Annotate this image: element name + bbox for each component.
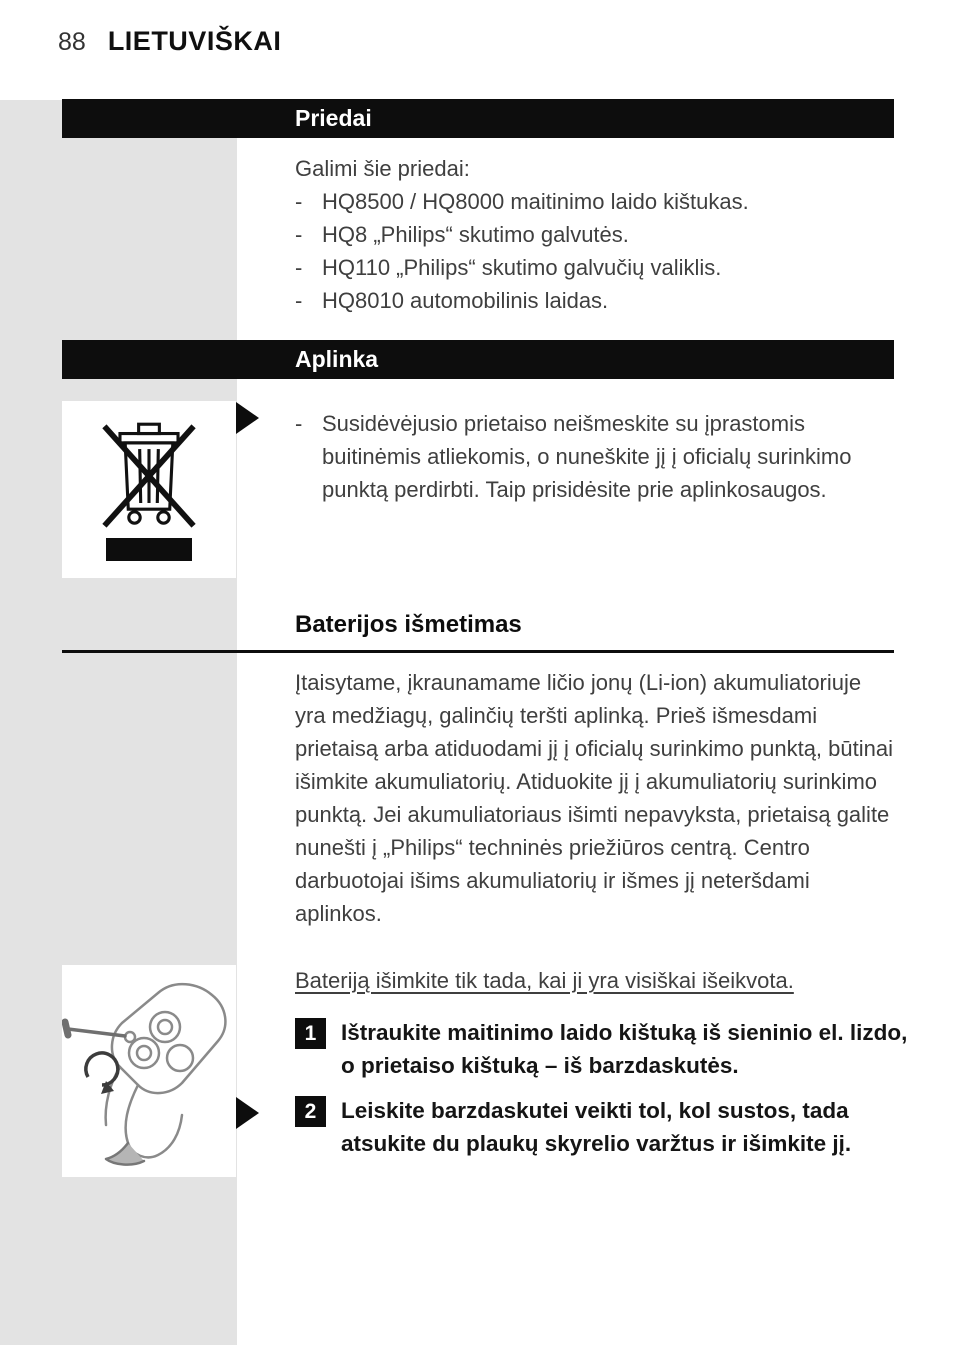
list-item — [295, 251, 899, 284]
step-number-badge: 2 — [295, 1096, 326, 1127]
section-title-priedai: Priedai — [295, 105, 372, 131]
list-item — [295, 218, 899, 251]
section-title-aplinka: Aplinka — [295, 346, 379, 372]
shaver-illustration-figure — [62, 965, 236, 1177]
step-2 — [295, 1094, 909, 1160]
environment-list — [295, 407, 899, 506]
list-item — [295, 185, 899, 218]
step-text: Ištraukite maitinimo laido kištuką iš sieninio el. lizdo, o prietaiso kištuką – iš barzdaskutės. — [341, 1020, 908, 1078]
list-item — [295, 407, 899, 506]
section-header-aplinka — [62, 340, 894, 379]
dash-marker: - — [295, 288, 303, 313]
page-number: 88 — [58, 28, 86, 56]
crossed-out-bin-icon — [97, 418, 201, 532]
list-item — [295, 284, 899, 317]
accessories-intro: Galimi šie priedai: — [295, 156, 470, 181]
accessories-list — [295, 185, 899, 317]
step-number-badge: 1 — [295, 1018, 326, 1049]
section-divider — [62, 650, 894, 653]
page-header — [58, 26, 281, 57]
battery-paragraph: Įtaisytame, įkraunamame ličio jonų (Li-ion) akumuliatoriuje yra medžiagų, galinčių teršti aplinką. Prieš išmesdami prietaisą arba atiduodami jį į oficialų surinkimo punktą, būtinai išimkite akumuliatorių. Atiduokite jį į akumuliatorių surinkimo punktą. Jei akumuliatoriaus išimti nepavyksta, prietaisą galite nunešti į „Philips“ techninės priežiūros centrą. Centro darbuotojai išims akumuliatorių ir išmes jį neteršdami aplinkos. — [295, 670, 893, 926]
list-item-text: HQ8500 / HQ8000 maitinimo laido kištukas. — [322, 189, 749, 214]
callout-arrow-icon — [236, 1097, 259, 1129]
page-title: LIETUVIŠKAI — [107, 26, 282, 56]
dash-marker: - — [295, 255, 303, 280]
shaver-unscrew-illustration — [62, 965, 236, 1177]
battery-section-title: Baterijos išmetimas — [295, 611, 522, 638]
weee-black-bar — [106, 538, 192, 561]
step-text: Leiskite barzdaskutei veikti tol, kol sustos, tada atsukite du plaukų skyrelio varžtus ir išimkite jį. — [341, 1098, 852, 1156]
list-item-text: Susidėvėjusio prietaiso neišmeskite su įprastomis buitinėmis atliekomis, o nuneškite jį į oficialų surinkimo punktą perdirbti. Taip prisidėsite prie aplinkosaugos. — [322, 411, 852, 502]
callout-arrow-icon — [236, 402, 259, 434]
list-item-text: HQ8010 automobilinis laidas. — [322, 288, 609, 313]
list-item-text: HQ8 „Philips“ skutimo galvutės. — [322, 222, 629, 247]
dash-marker: - — [295, 189, 303, 214]
step-1 — [295, 1016, 909, 1082]
dash-marker: - — [295, 411, 303, 436]
list-item-text: HQ110 „Philips“ skutimo galvučių valiklis. — [322, 255, 722, 280]
dash-marker: - — [295, 222, 303, 247]
weee-figure — [62, 401, 236, 578]
section-header-priedai — [62, 99, 894, 138]
battery-note: Bateriją išimkite tik tada, kai ji yra visiškai išeikvota. — [295, 968, 794, 993]
